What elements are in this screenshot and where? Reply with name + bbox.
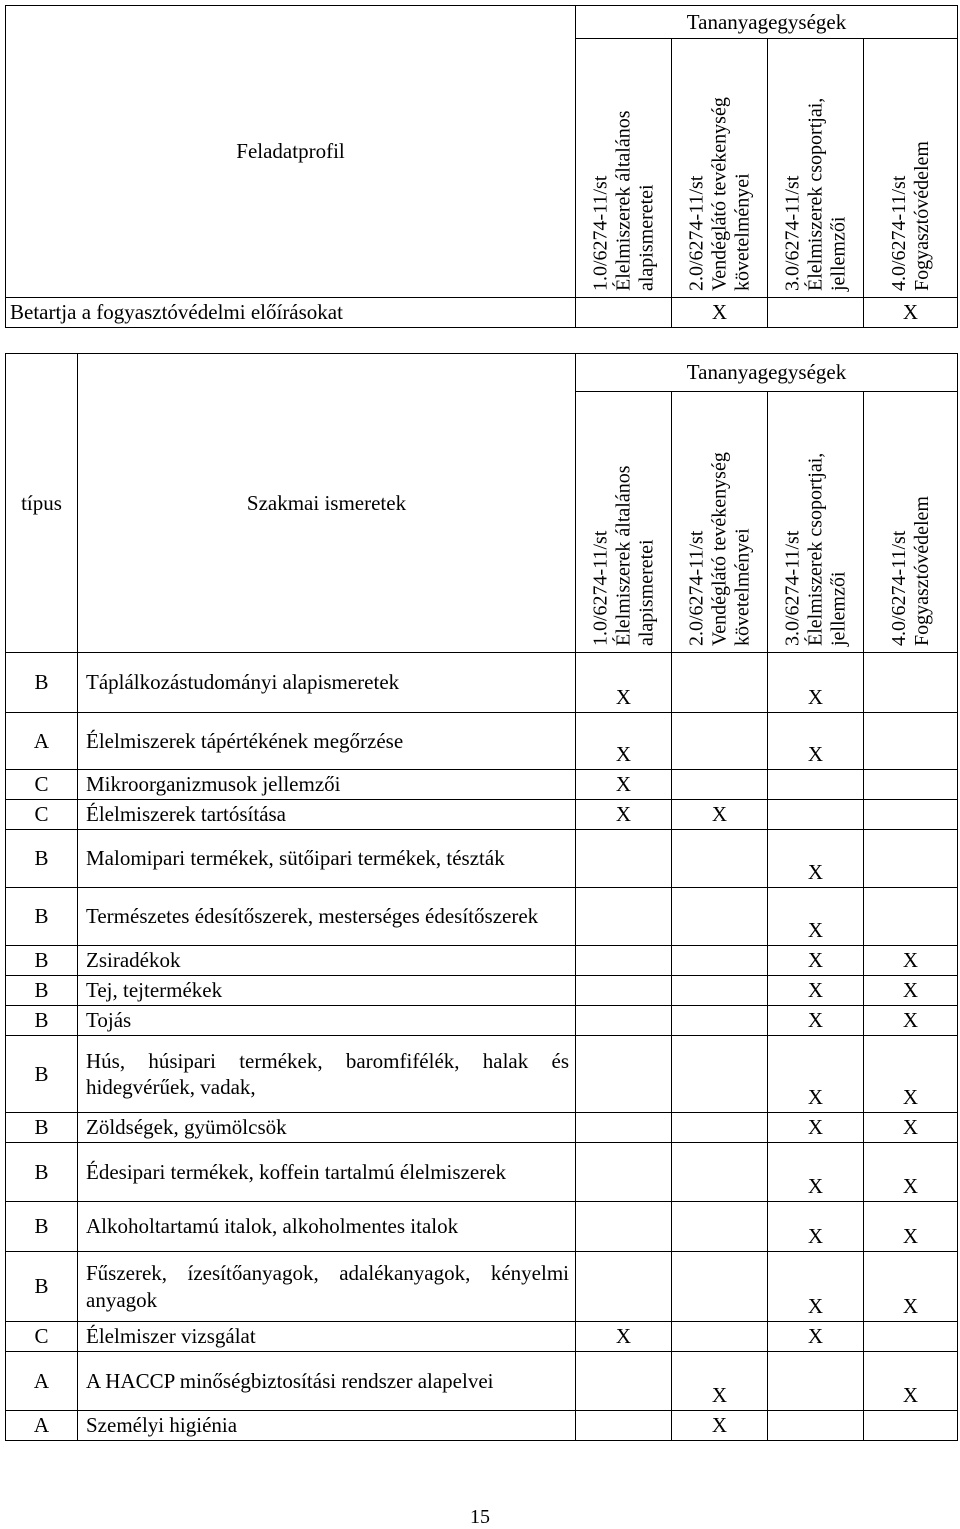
unit-header-line: 2.0/6274-11/st: [685, 175, 707, 291]
mark-cell: X: [768, 830, 864, 888]
mark-cell: [672, 976, 768, 1006]
mark-cell: [672, 888, 768, 946]
unit-header-text: [685, 452, 754, 646]
tipus-header: típus: [6, 354, 78, 653]
knowledge-cell: Alkoholtartamú italok, alkoholmentes italok: [78, 1202, 576, 1252]
unit-header-line: 3.0/6274-11/st: [781, 175, 803, 291]
type-cell: C: [6, 800, 78, 830]
unit-header-text: [888, 496, 934, 646]
mark-cell: X: [864, 298, 958, 328]
mark-cell: X: [768, 1322, 864, 1352]
unit-header-line: 2.0/6274-11/st: [685, 530, 707, 646]
mark-cell: X: [864, 1143, 958, 1202]
unit-header-4: [864, 392, 958, 653]
table-row: [6, 770, 958, 800]
mark-cell: X: [672, 1411, 768, 1441]
mark-cell: [672, 770, 768, 800]
table-row: [6, 888, 958, 946]
tananyagegysegek-header: Tananyagegységek: [576, 6, 958, 39]
knowledge-cell: Tojás: [78, 1006, 576, 1036]
knowledge-cell: Természetes édesítőszerek, mesterséges édesítőszerek: [78, 888, 576, 946]
type-cell: C: [6, 770, 78, 800]
mark-cell: X: [768, 713, 864, 770]
mark-cell: [768, 298, 864, 328]
knowledge-cell: Személyi higiénia: [78, 1411, 576, 1441]
mark-cell: X: [864, 946, 958, 976]
knowledge-cell: Zöldségek, gyümölcsök: [78, 1113, 576, 1143]
mark-cell: [672, 1143, 768, 1202]
type-cell: B: [6, 1006, 78, 1036]
mark-cell: X: [864, 1036, 958, 1113]
type-cell: B: [6, 1252, 78, 1322]
knowledge-cell: Élelmiszerek tartósítása: [78, 800, 576, 830]
mark-cell: [768, 800, 864, 830]
knowledge-cell: Édesipari termékek, koffein tartalmú élelmiszerek: [78, 1143, 576, 1202]
mark-cell: X: [768, 653, 864, 713]
mark-cell: X: [576, 1322, 672, 1352]
unit-header-text: [888, 141, 934, 291]
mark-cell: [672, 1036, 768, 1113]
mark-cell: X: [768, 1252, 864, 1322]
mark-cell: X: [768, 1006, 864, 1036]
table-row: [6, 1202, 958, 1252]
table-row: [6, 946, 958, 976]
mark-cell: X: [576, 653, 672, 713]
mark-cell: [672, 1322, 768, 1352]
mark-cell: X: [864, 1202, 958, 1252]
mark-cell: [864, 800, 958, 830]
page-number: 15: [470, 1506, 490, 1528]
type-cell: B: [6, 888, 78, 946]
unit-header-text: [781, 98, 850, 291]
unit-header-3: [768, 392, 864, 653]
table-row: [6, 830, 958, 888]
type-cell: B: [6, 976, 78, 1006]
unit-header-line: Élelmiszerek általános: [612, 465, 634, 646]
feladatprofil-table: [5, 5, 958, 328]
unit-header-line: Vendéglátó tevékenység: [708, 452, 730, 646]
mark-cell: X: [768, 976, 864, 1006]
mark-cell: [768, 1411, 864, 1441]
mark-cell: [672, 713, 768, 770]
table-row: [6, 1036, 958, 1113]
mark-cell: [576, 1252, 672, 1322]
mark-cell: [864, 653, 958, 713]
mark-cell: X: [768, 946, 864, 976]
unit-header-1: [576, 39, 672, 298]
mark-cell: [864, 1411, 958, 1441]
mark-cell: [576, 830, 672, 888]
type-cell: B: [6, 1036, 78, 1113]
unit-header-3: [768, 39, 864, 298]
feladatprofil-header: Feladatprofil: [6, 6, 576, 298]
unit-header-line: 1.0/6274-11/st: [589, 530, 611, 646]
mark-cell: X: [768, 1036, 864, 1113]
mark-cell: X: [864, 1113, 958, 1143]
unit-header-line: 1.0/6274-11/st: [589, 175, 611, 291]
knowledge-cell: Tej, tejtermékek: [78, 976, 576, 1006]
unit-header-line: Vendéglátó tevékenység: [708, 97, 730, 291]
mark-cell: [576, 1411, 672, 1441]
mark-cell: X: [768, 888, 864, 946]
unit-header-text: [685, 97, 754, 291]
unit-header-4: [864, 39, 958, 298]
knowledge-cell: Zsiradékok: [78, 946, 576, 976]
table-row: [6, 1143, 958, 1202]
mark-cell: X: [576, 770, 672, 800]
szakmai-ismeretek-header: Szakmai ismeretek: [78, 354, 576, 653]
table-row: [6, 976, 958, 1006]
mark-cell: [768, 770, 864, 800]
knowledge-cell: Élelmiszerek tápértékének megőrzése: [78, 713, 576, 770]
mark-cell: [576, 1006, 672, 1036]
mark-cell: [576, 1036, 672, 1113]
mark-cell: [672, 1202, 768, 1252]
mark-cell: [576, 1143, 672, 1202]
mark-cell: X: [672, 298, 768, 328]
unit-header-line: 3.0/6274-11/st: [781, 530, 803, 646]
mark-cell: X: [672, 800, 768, 830]
mark-cell: [576, 946, 672, 976]
mark-cell: X: [864, 1252, 958, 1322]
table-row: [6, 713, 958, 770]
table-row: [6, 1113, 958, 1143]
type-cell: B: [6, 1202, 78, 1252]
type-cell: B: [6, 1113, 78, 1143]
unit-header-line: Élelmiszerek általános: [612, 110, 634, 291]
mark-cell: X: [576, 800, 672, 830]
table-row: [6, 298, 958, 328]
unit-header-line: követelményei: [731, 173, 753, 291]
unit-header-line: 4.0/6274-11/st: [887, 175, 910, 291]
type-cell: A: [6, 1352, 78, 1411]
mark-cell: [576, 298, 672, 328]
mark-cell: X: [672, 1352, 768, 1411]
mark-cell: [864, 713, 958, 770]
mark-cell: [864, 888, 958, 946]
type-cell: A: [6, 1411, 78, 1441]
unit-header-line: 4.0/6274-11/st: [887, 530, 910, 646]
unit-header-line: Élelmiszerek csoportjai,: [804, 97, 826, 291]
mark-cell: X: [768, 1113, 864, 1143]
table-row: [6, 1352, 958, 1411]
type-cell: B: [6, 1143, 78, 1202]
mark-cell: X: [576, 713, 672, 770]
mark-cell: X: [768, 1202, 864, 1252]
type-cell: C: [6, 1322, 78, 1352]
type-cell: B: [6, 946, 78, 976]
unit-header-text: [589, 111, 658, 291]
type-cell: B: [6, 653, 78, 713]
unit-header-text: [589, 466, 658, 646]
mark-cell: [768, 1352, 864, 1411]
mark-cell: X: [864, 1352, 958, 1411]
task-label: Betartja a fogyasztóvédelmi előírásokat: [6, 298, 576, 328]
mark-cell: [576, 1352, 672, 1411]
mark-cell: [672, 1006, 768, 1036]
unit-header-line: alapismeretei: [635, 184, 657, 291]
unit-header-2: [672, 39, 768, 298]
knowledge-cell: Élelmiszer vizsgálat: [78, 1322, 576, 1352]
mark-cell: [576, 1113, 672, 1143]
knowledge-cell: Hús, húsipari termékek, baromfifélék, halak és hidegvérűek, vadak,: [78, 1036, 576, 1113]
table-row: [6, 1411, 958, 1441]
knowledge-cell: A HACCP minőségbiztosítási rendszer alapelvei: [78, 1352, 576, 1411]
mark-cell: X: [864, 1006, 958, 1036]
szakmai-ismeretek-table: [5, 353, 958, 1441]
mark-cell: [864, 1322, 958, 1352]
type-cell: B: [6, 830, 78, 888]
type-cell: A: [6, 713, 78, 770]
mark-cell: [576, 976, 672, 1006]
mark-cell: [672, 1252, 768, 1322]
unit-header-2: [672, 392, 768, 653]
table-row: [6, 800, 958, 830]
mark-cell: [672, 830, 768, 888]
mark-cell: [576, 888, 672, 946]
unit-header-text: [781, 453, 850, 646]
knowledge-cell: Mikroorganizmusok jellemzői: [78, 770, 576, 800]
table-row: [6, 1322, 958, 1352]
unit-header-1: [576, 392, 672, 653]
mark-cell: [576, 1202, 672, 1252]
knowledge-cell: Táplálkozástudományi alapismeretek: [78, 653, 576, 713]
mark-cell: X: [864, 976, 958, 1006]
knowledge-cell: Malomipari termékek, sütőipari termékek, tészták: [78, 830, 576, 888]
unit-header-line: jellemzői: [827, 216, 849, 291]
table-row: [6, 1006, 958, 1036]
mark-cell: X: [768, 1143, 864, 1202]
unit-header-line: követelményei: [731, 528, 753, 646]
unit-header-line: jellemzői: [827, 571, 849, 646]
mark-cell: [864, 770, 958, 800]
unit-header-line: Fogyasztóvédelem: [910, 141, 933, 291]
unit-header-line: alapismeretei: [635, 539, 657, 646]
mark-cell: [672, 1113, 768, 1143]
table-row: [6, 653, 958, 713]
mark-cell: [864, 830, 958, 888]
unit-header-line: Fogyasztóvédelem: [910, 496, 933, 646]
unit-header-line: Élelmiszerek csoportjai,: [804, 452, 826, 646]
knowledge-cell: Fűszerek, ízesítőanyagok, adalékanyagok, kényelmi anyagok: [78, 1252, 576, 1322]
mark-cell: [672, 946, 768, 976]
tananyagegysegek-header: Tananyagegységek: [576, 354, 958, 392]
mark-cell: [672, 653, 768, 713]
table-row: [6, 1252, 958, 1322]
